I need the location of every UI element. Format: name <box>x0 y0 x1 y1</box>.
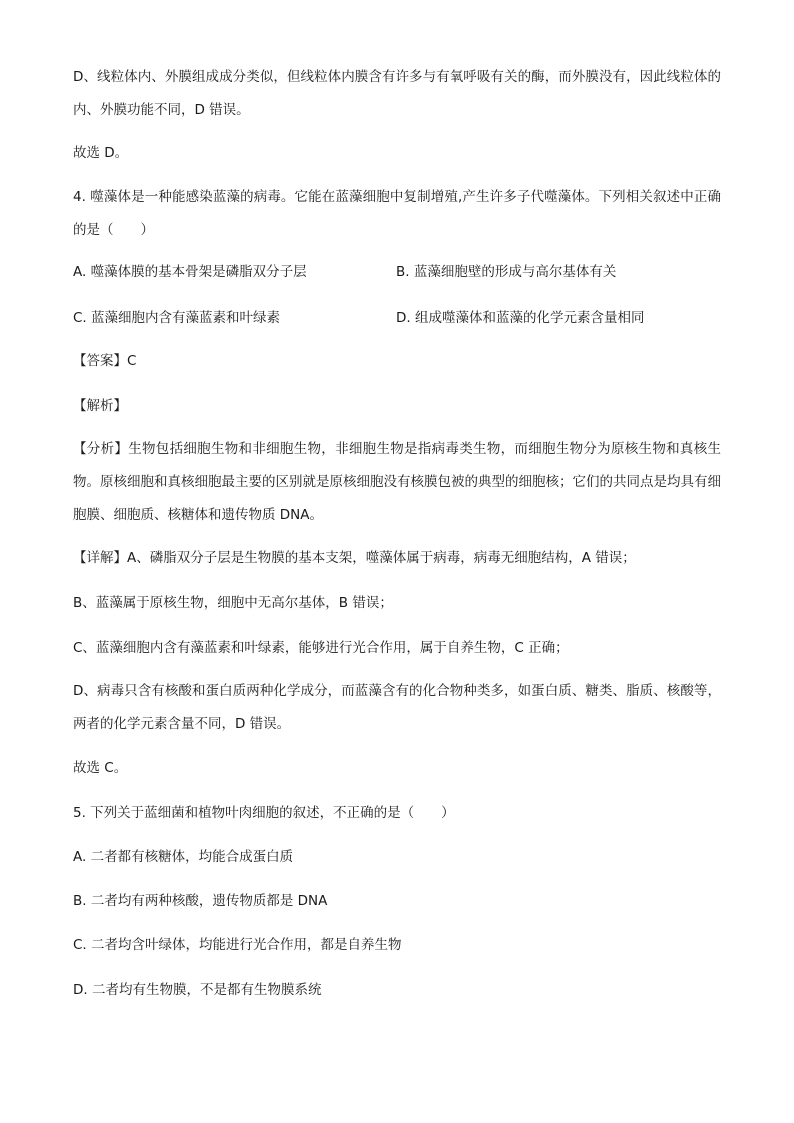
q4-option-b: B. 蓝藻细胞壁的形成与高尔基体有关 <box>396 264 617 280</box>
detail-a-text: A、磷脂双分子层是生物膜的基本支架，噬藻体属于病毒，病毒无细胞结构，A 错误； <box>127 550 636 566</box>
q4-option-c: C. 蓝藻细胞内含有藻蓝素和叶绿素 <box>73 310 281 326</box>
q4-stem: 4. 噬藻体是一种能感染蓝藻的病毒。它能在蓝藻细胞中复制增殖,产生许多子代噬藻体。下列相关叙述中正确的是（ ） <box>73 189 721 238</box>
analysis-paragraph <box>73 433 721 532</box>
answer-label: 【答案】 <box>73 353 127 369</box>
q5-stem: 5. 下列关于蓝细菌和植物叶肉细胞的叙述，不正确的是（ ） <box>73 805 455 821</box>
q5-option-b: B. 二者均有两种核酸，遗传物质都是 DNA <box>73 893 328 909</box>
answer-value: C <box>127 353 137 369</box>
detail-b: B、蓝藻属于原核生物，细胞中无高尔基体，B 错误； <box>73 595 393 611</box>
q5-option-d: D. 二者均有生物膜，不是都有生物膜系统 <box>73 982 322 998</box>
detail-label: 【详解】 <box>73 550 127 566</box>
detail-c: C、蓝藻细胞内含有藻蓝素和叶绿素，能够进行光合作用，属于自养生物，C 正确； <box>73 640 569 656</box>
q4-answer <box>73 352 723 370</box>
q5-option-a: A. 二者都有核糖体，均能合成蛋白质 <box>73 849 294 865</box>
analysis-text: 生物包括细胞生物和非细胞生物，非细胞生物是指病毒类生物，而细胞生物分为原核生物和真核生物。原核细胞和真核细胞最主要的区别就是原核细胞没有核膜包被的典型的细胞核；它们的共同点是均具有细胞膜、细胞质、核糖体和遗传物质 DNA。 <box>73 441 722 523</box>
detail-a <box>73 549 723 567</box>
analysis-heading: 【解析】 <box>73 398 127 414</box>
q3-option-d-explanation: D、线粒体内、外膜组成成分类似，但线粒体内膜含有许多与有氧呼吸有关的酶，而外膜没有，因此线粒体的内、外膜功能不同，D 错误。 <box>73 69 721 118</box>
q5-option-c: C. 二者均含叶绿体，均能进行光合作用，都是自养生物 <box>73 937 402 953</box>
analysis-label: 【分析】 <box>73 441 129 457</box>
detail-d: D、病毒只含有核酸和蛋白质两种化学成分，而蓝藻含有的化合物种类多，如蛋白质、糖类、脂质、核酸等，两者的化学元素含量不同，D 错误。 <box>73 683 721 732</box>
q4-conclusion: 故选 C。 <box>73 760 128 776</box>
q4-option-d: D. 组成噬藻体和蓝藻的化学元素含量相同 <box>396 310 645 326</box>
q4-option-a: A. 噬藻体膜的基本骨架是磷脂双分子层 <box>73 264 307 280</box>
q3-conclusion: 故选 D。 <box>73 145 129 161</box>
